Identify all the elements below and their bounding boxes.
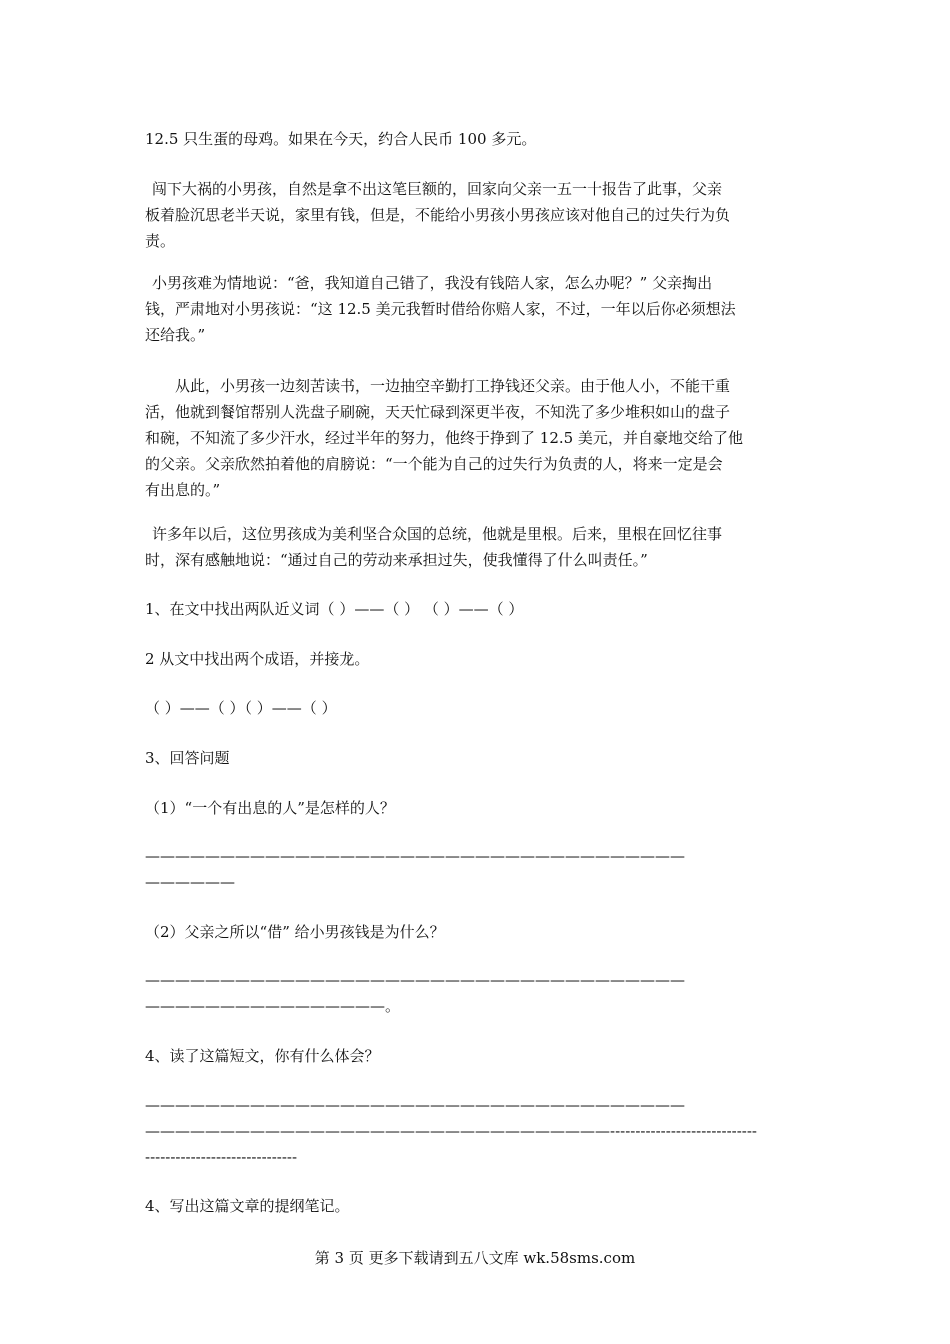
question-4 xyxy=(145,1043,805,1069)
text-line: （2）父亲之所以“借” 给小男孩钱是为什么？ xyxy=(145,923,445,941)
text-line: ———————————————————————————————————— xyxy=(145,847,685,865)
text-line: 许多年以后，这位男孩成为美利坚合众国的总统，他就是里根。后来，里根在回忆往事 xyxy=(152,525,723,543)
text-line: 和碗，不知流了多少汗水，经过半年的努力，他终于挣到了 12.5 美元，并自豪地交给了他 xyxy=(145,429,743,447)
paragraph-4 xyxy=(145,373,805,503)
question-5 xyxy=(145,1193,805,1219)
text-line: 还给我。” xyxy=(145,326,206,344)
question-3 xyxy=(145,745,805,771)
text-line: 3、回答问题 xyxy=(145,749,230,767)
answer-lines-2 xyxy=(145,967,805,1019)
paragraph-5 xyxy=(145,521,805,573)
question-3-2 xyxy=(145,919,805,945)
text-line: 小男孩难为情地说：“爸，我知道自己错了，我没有钱陪人家，怎么办呢？” 父亲掏出 xyxy=(152,274,713,292)
text-line: 4、写出这篇文章的提纲笔记。 xyxy=(145,1197,350,1215)
paragraph-2 xyxy=(145,176,805,254)
text-line: 活，他就到餐馆帮别人洗盘子刷碗，天天忙碌到深更半夜，不知洗了多少堆积如山的盘子 xyxy=(145,403,731,421)
answer-lines-3 xyxy=(145,1092,805,1170)
page-footer: 第 3 页 更多下载请到五八文库 wk.58sms.com xyxy=(314,1249,636,1267)
text-line: （1）“一个有出息的人”是怎样的人？ xyxy=(145,799,395,817)
text-line: 2 从文中找出两个成语，并接龙。 xyxy=(145,650,370,668)
text-line: 有出息的。” xyxy=(145,481,221,499)
text-line: （ ）——（ ）（ ）——（ ） xyxy=(145,699,337,717)
text-line: —————— xyxy=(145,873,235,891)
question-1 xyxy=(145,596,805,622)
paragraph-3 xyxy=(145,270,805,348)
text-line: 板着脸沉思老半天说，家里有钱，但是，不能给小男孩小男孩应该对他自己的过失行为负 xyxy=(145,206,731,224)
text-line: 4、读了这篇短文，你有什么体会？ xyxy=(145,1047,380,1065)
paragraph-1 xyxy=(145,126,805,152)
text-line: 钱，严肃地对小男孩说：“这 12.5 美元我暂时借给你赔人家，不过，一年以后你必须想法 xyxy=(145,300,736,318)
text-line: 12.5 只生蛋的母鸡。如果在今天，约合人民币 100 多元。 xyxy=(145,130,537,148)
text-line: 1、在文中找出两队近义词（ ）——（ ） （ ）——（ ） xyxy=(145,600,524,618)
text-line: ———————————————————————————————----------------------------- xyxy=(145,1122,757,1140)
question-3-1 xyxy=(145,795,805,821)
text-line: ———————————————————————————————————— xyxy=(145,971,685,989)
text-line: ———————————————————————————————————— xyxy=(145,1096,685,1114)
answer-lines-1 xyxy=(145,843,805,895)
text-line: 闯下大祸的小男孩，自然是拿不出这笔巨额的，回家向父亲一五一十报告了此事，父亲 xyxy=(152,180,723,198)
text-line: 的父亲。父亲欣然拍着他的肩膀说：“一个能为自己的过失行为负责的人，将来一定是会 xyxy=(145,455,723,473)
text-line: 从此，小男孩一边刻苦读书，一边抽空辛勤打工挣钱还父亲。由于他人小，不能干重 xyxy=(175,377,731,395)
question-2-blanks xyxy=(145,695,805,721)
question-2 xyxy=(145,646,805,672)
text-line: ------------------------------ xyxy=(145,1148,298,1166)
text-line: 责。 xyxy=(145,232,176,250)
text-line: 时，深有感触地说：“通过自己的劳动来承担过失，使我懂得了什么叫责任。” xyxy=(145,551,648,569)
text-line: ————————————————。 xyxy=(145,997,401,1015)
